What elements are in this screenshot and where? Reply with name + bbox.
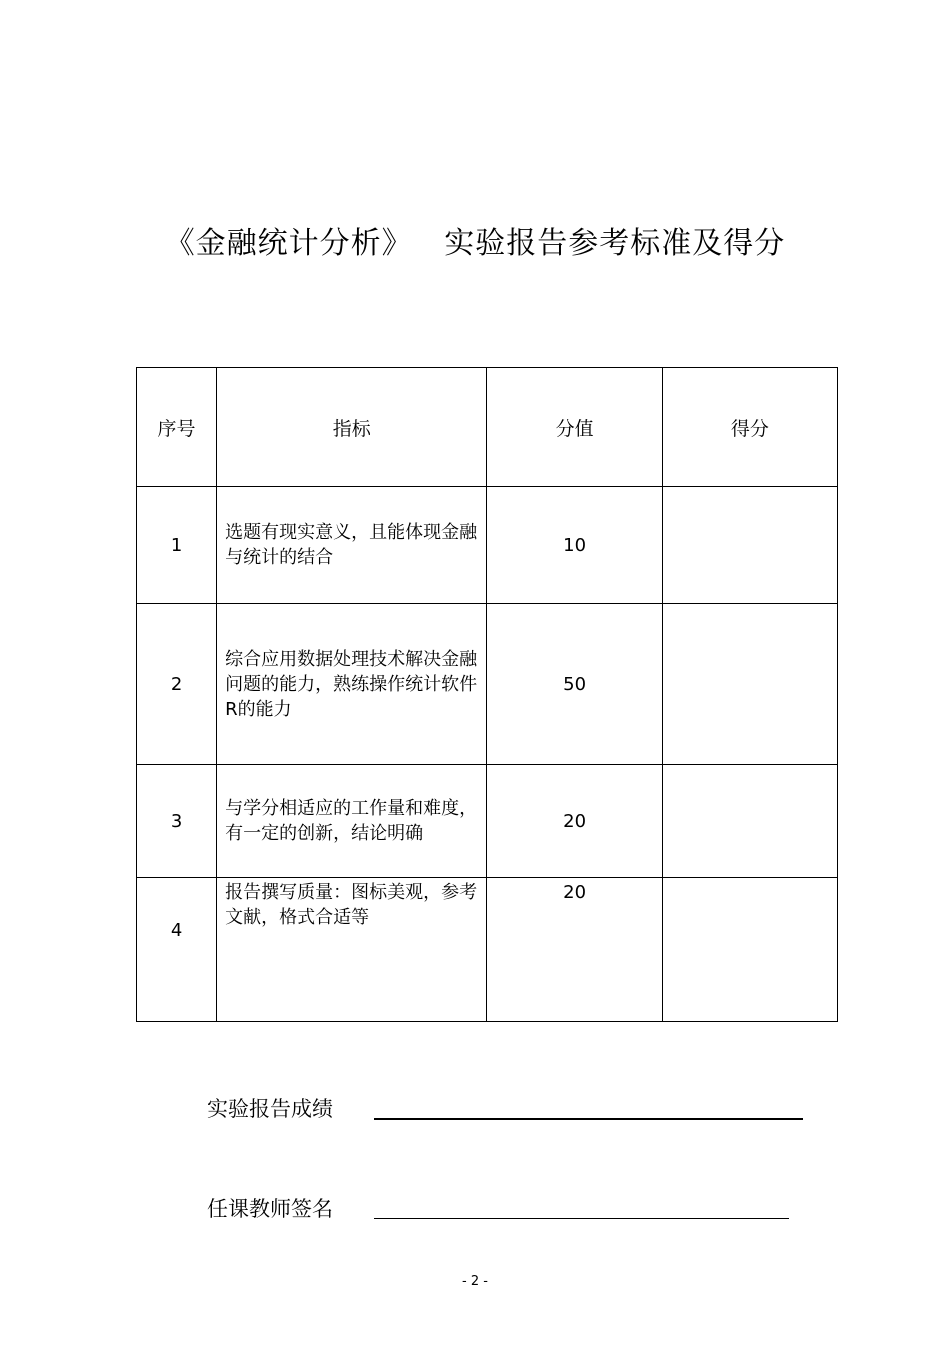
header-score: 分值 <box>487 368 662 487</box>
table-row <box>137 604 838 765</box>
document-title: 《金融统计分析》 实验报告参考标准及得分 <box>164 226 786 261</box>
row-indicator: 综合应用数据处理技术解决金融问题的能力，熟练操作统计软件 R的能力 <box>217 604 487 765</box>
grade-line[interactable] <box>374 1118 803 1120</box>
table-row <box>137 765 838 878</box>
teacher-signature-line[interactable] <box>374 1218 789 1219</box>
row-seq: 2 <box>137 604 217 765</box>
row-score: 10 <box>487 487 662 604</box>
row-indicator: 与学分相适应的工作量和难度，有一定的创新，结论明确 <box>217 765 487 878</box>
table-row <box>137 878 838 1022</box>
table-row <box>137 487 838 604</box>
row-seq: 1 <box>137 487 217 604</box>
teacher-signature-label: 任课教师签名 <box>207 1197 333 1221</box>
grade-label: 实验报告成绩 <box>207 1097 333 1121</box>
header-seq: 序号 <box>137 368 217 487</box>
scoring-table <box>136 367 838 1022</box>
row-indicator: 选题有现实意义，且能体现金融与统计的结合 <box>217 487 487 604</box>
row-score: 50 <box>487 604 662 765</box>
row-seq: 4 <box>137 878 217 1022</box>
row-seq: 3 <box>137 765 217 878</box>
page-number: - 2 - <box>462 1274 488 1289</box>
row-indicator: 报告撰写质量：图标美观，参考文献，格式合适等 <box>217 878 487 1022</box>
row-got-cell[interactable] <box>662 604 837 765</box>
row-got-cell[interactable] <box>662 878 837 1022</box>
row-got-cell[interactable] <box>662 765 837 878</box>
table-header-row <box>137 368 838 487</box>
row-got-cell[interactable] <box>662 487 837 604</box>
row-score: 20 <box>487 878 662 1022</box>
header-indicator: 指标 <box>217 368 487 487</box>
row-score: 20 <box>487 765 662 878</box>
header-got: 得分 <box>662 368 837 487</box>
